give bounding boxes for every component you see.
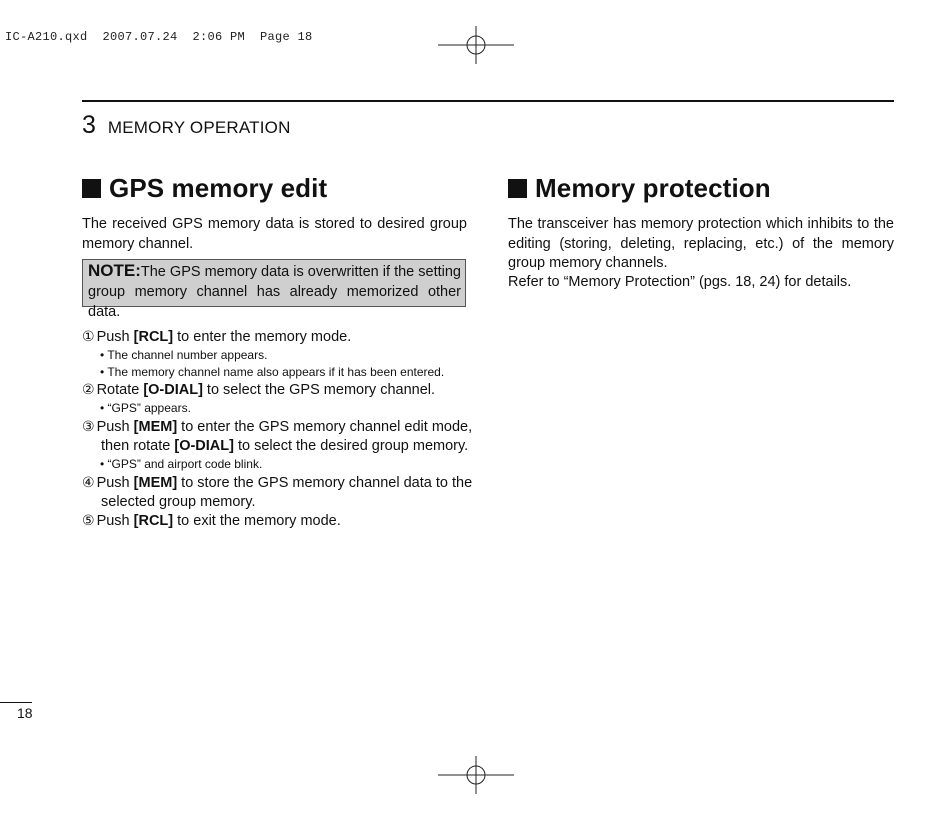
- step-3-cont-text: then rotate: [101, 438, 175, 454]
- step-5-text-end: to exit the memory mode.: [173, 513, 341, 529]
- header-rule: [82, 100, 894, 102]
- step-4-marker: ④: [82, 475, 95, 491]
- step-3-cont-text-end: to select the desired group memory.: [233, 438, 469, 454]
- step-list: [82, 328, 472, 531]
- mem-key-label: [MEM]: [133, 419, 178, 435]
- chapter-header: [82, 111, 291, 140]
- step-2-sub-1: • “GPS” appears.: [100, 401, 191, 415]
- step-2-text-end: to select the GPS memory channel.: [202, 382, 436, 398]
- step-2-marker: ②: [82, 382, 95, 398]
- rcl-key-label-2: [RCL]: [133, 513, 174, 529]
- section-title: GPS memory edit: [109, 173, 328, 203]
- mem-key-label-2: [MEM]: [133, 475, 178, 491]
- registration-mark-top: [436, 26, 516, 66]
- step-3-continuation: [82, 437, 472, 456]
- gps-intro-paragraph: The received GPS memory data is stored to desired group memory channel.: [82, 216, 467, 252]
- step-1-marker: ①: [82, 329, 95, 345]
- step-4: [82, 474, 472, 493]
- step-1-text: Push: [96, 329, 134, 345]
- step-1-sub-2: • The memory channel name also appears if it has been entered.: [100, 365, 445, 379]
- step-1-text-end: to enter the memory mode.: [173, 329, 352, 345]
- step-3-sub-1: • “GPS” and airport code blink.: [100, 457, 263, 471]
- step-5: [82, 512, 472, 531]
- note-text: The GPS memory data is overwritten if the setting group memory channel has already memorized other data.: [88, 264, 461, 320]
- step-1-sub-1: • The channel number appears.: [100, 348, 268, 362]
- step-1: [82, 328, 472, 347]
- chapter-title: MEMORY OPERATION: [107, 118, 291, 137]
- square-bullet-icon: [82, 179, 101, 198]
- page-number: 18: [17, 705, 33, 721]
- registration-mark-bottom: [436, 756, 516, 796]
- memory-protection-paragraph: The transceiver has memory protection which inhibits to the editing (storing, deleting, replacing, etc.) of the memory group memory channels.: [508, 216, 894, 271]
- step-4-continuation: [82, 493, 472, 512]
- step-4-cont-text: selected group memory.: [101, 494, 256, 510]
- o-dial-key-label: [O-DIAL]: [143, 382, 203, 398]
- file-slug: IC-A210.qxd 2007.07.24 2:06 PM Page 18: [5, 30, 313, 44]
- step-3-text-end: to enter the GPS memory channel edit mode,: [177, 419, 473, 435]
- step-3: [82, 418, 472, 437]
- memory-protection-reference: Refer to “Memory Protection” (pgs. 18, 24) for details.: [508, 274, 852, 290]
- chapter-number: 3: [82, 111, 96, 139]
- step-2: [82, 381, 472, 400]
- section-heading-memory-protection: [508, 173, 771, 204]
- note-label: NOTE:: [88, 261, 141, 280]
- step-3-marker: ③: [82, 419, 95, 435]
- step-4-text: Push: [96, 475, 134, 491]
- o-dial-key-label-2: [O-DIAL]: [174, 438, 234, 454]
- step-4-text-end: to store the GPS memory channel data to the: [177, 475, 473, 491]
- step-3-text: Push: [96, 419, 134, 435]
- square-bullet-icon: [508, 179, 527, 198]
- note-box: [82, 259, 466, 320]
- step-5-marker: ⑤: [82, 513, 95, 529]
- section-title: Memory protection: [535, 173, 771, 203]
- page-number-rule: [0, 702, 32, 703]
- rcl-key-label: [RCL]: [133, 329, 174, 345]
- section-heading-gps-memory-edit: [82, 173, 327, 204]
- step-5-text: Push: [96, 513, 134, 529]
- step-2-text: Rotate: [96, 382, 144, 398]
